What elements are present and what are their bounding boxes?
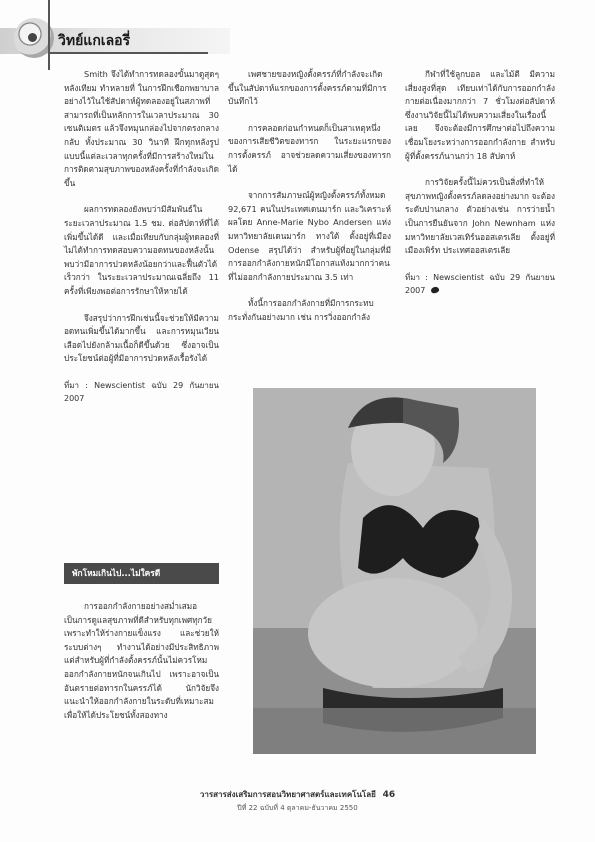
paragraph: ผลการทดลองยังพบว่ามีสัมพันธ์ในระยะเวลาประมาณ 1.5 ชม. ต่อสัปดาห์ที่ได้เพิ่มขึ้นได้ดี และเมื่อเทียบกับกลุ่มผู้ทดลองที่ไม่ได้ทำการทดสอบความอดทนของหลังนั้นพบว่ามีอาการปวดหลังน้อยกว่าและฟื้นตัวได้เร็วกว่า ในระยะเวลาประมาณเฉลี่ยถึง 11 ครั้งที่เพียงพอต่อการรักษาให้หายได้: [64, 204, 219, 296]
header-horizontal-rule: [48, 52, 208, 54]
subsection-heading: พักโหมเกินไป...ไม่ใครดี: [64, 563, 219, 584]
source-text: ที่มา : Newscientist ฉบับ 29 กันยายน 2007: [64, 380, 219, 403]
article-column-3: [405, 68, 555, 297]
paragraph: Smith จึงได้ทำการทดลองขั้นมาดูสุดๆหลังเทียม ทำหลายที่ ในการฝึกเชือกพยาบาลอย่างไว้ในใช้สัปดาห์ผู้ทดลองอยู่ในสภาพที่สามารถที่เป็นหลักการในเวลาประมาณ 30 เซนติเมตร แล้วจึงหมุนกล่องไปจากตรงกลางกลับ ทั้งประมาณ 30 วินาที ฝึกทุกหลังรูปแบบนี้แต่ละเวลาทุกครั้งที่มีการสร้างใหม่ในการติดตามสุขภาพของหลังครั้งที่กำลังจะเกิดขึ้น: [64, 69, 219, 188]
article-column-4: [64, 600, 219, 735]
section-title: วิทย์แกเลอรี่: [58, 33, 131, 49]
publication-name: วารสารส่งเสริมการสอนวิทยาศาสตร์และเทคโนโลยี: [199, 790, 376, 799]
source-text: ที่มา : Newscientist ฉบับ 29 กันยายน 2007: [405, 272, 555, 295]
paragraph: จากการสัมภาษณ์ผู้หญิงตั้งครรภ์ทั้งหมด 92,671 คนในประเทศเดนมาร์ก และวิเคราะห์ผลโดย Anne-Marie Nybo Andersen แห่งมหาวิทยาลัยเดนมาร์ก ทางใต้ ตั้งอยู่ที่เมือง Odense สรุปได้ว่า สำหรับผู้ที่อยู่ในกลุ่มที่มีการออกกำลังกายหนักมีโอกาสแท้งมากกว่าคนที่ไม่ออกกำลังกายประมาณ 3.5 เท่า: [228, 190, 391, 282]
page-number: 46: [382, 790, 396, 800]
header-vertical-rule: [48, 0, 50, 70]
footer-publication: [0, 788, 595, 801]
footer-issue: ปีที่ 22 ฉบับที่ 4 ตุลาคม-ธันวาคม 2550: [237, 804, 358, 812]
pregnant-woman-photo: [253, 388, 536, 754]
source-citation: [64, 379, 219, 405]
paragraph: จึงสรุปว่าการฝึกเช่นนี้จะช่วยให้มีความอดทนเพิ่มขึ้นได้มากขึ้น และการหมุนเวียนเลือดไปยังกล้ามเนื้อก็ดีขึ้นด้วย ซึ่งอาจเป็นประโยชน์ต่อผู้ที่มีอาการปวดหลังเรื้อรังได้: [64, 312, 219, 364]
paragraph: กีฬาที่ใช้ลูกบอล และไม้ตี มีความเสี่ยงสูงที่สุด เทียบเท่าได้กับการออกกำลังกายต่อเนื่องมากกว่า 7 ชั่วโมงต่อสัปดาห์ ซึ่งงานวิจัยนี้ไม่ได้พบความเสี่ยงในเรื่องนี้เลย จึงจะต้องมีการศึกษาต่อไปถึงความเชื่อมโยงระหว่างการออกกำลังกาย สำหรับผู้ที่ตั้งครรภ์นานกว่า 18 สัปดาห์: [405, 69, 555, 161]
paragraph: การออกกำลังกายอย่างสม่ำเสมอ เป็นการดูแลสุขภาพที่ดีสำหรับทุกเพศทุกวัย เพราะทำให้ร่างกายแข็งแรง และช่วยให้ระบบต่างๆ ทำงานได้อย่างมีประสิทธิภาพ แต่สำหรับผู้ที่กำลังตั้งครรภ์นั้นไม่ควรโหมออกกำลังกายหนักจนเกินไป เพราะอาจเป็นอันตรายต่อทารกในครรภ์ได้ นักวิจัยจึงแนะนำให้ออกกำลังกายในระดับที่เหมาะสมเพื่อให้ได้ประโยชน์ทั้งสองทาง: [64, 601, 219, 720]
end-mark-icon: [431, 286, 440, 294]
paragraph: การวิจัยครั้งนี้ไม่ควรเป็นสิ่งที่ทำให้สุขภาพหญิงตั้งครรภ์ลดลงอย่างมาก จะต้องระดับปานกลาง ตัวอย่างเช่น การว่ายน้ำ เป็นการยืนยันจาก John Newnham แห่งมหาวิทยาลัยเวสเทิร์นออสเตรเลีย ตั้งอยู่ที่เมืองเพิร์ท ประเทศออสเตรเลีย: [405, 177, 555, 256]
header-dot-icon: [28, 33, 37, 42]
page-footer: [0, 788, 595, 814]
section-header: [0, 0, 595, 70]
source-citation: [405, 271, 555, 297]
paragraph: ทั้งนี้การออกกำลังกายที่มีการกระทบกระทั่งกันอย่างมาก เช่น การวิ่งออกกำลัง: [228, 298, 374, 322]
paragraph: การคลอดก่อนกำหนดก็เป็นสาเหตุหนึ่งของการเสียชีวิตของทารก ในระยะแรกของการตั้งครรภ์ อาจช่วยลดความเสี่ยงของทารกได้: [228, 122, 391, 174]
article-column-1: [64, 68, 219, 405]
article-column-2: [228, 68, 391, 338]
paragraph: เพศชายของหญิงตั้งครรภ์ที่กำลังจะเกิดขึ้นในสัปดาห์แรกของการตั้งครรภ์ตามที่มีการบันทึกไว้: [228, 69, 387, 107]
